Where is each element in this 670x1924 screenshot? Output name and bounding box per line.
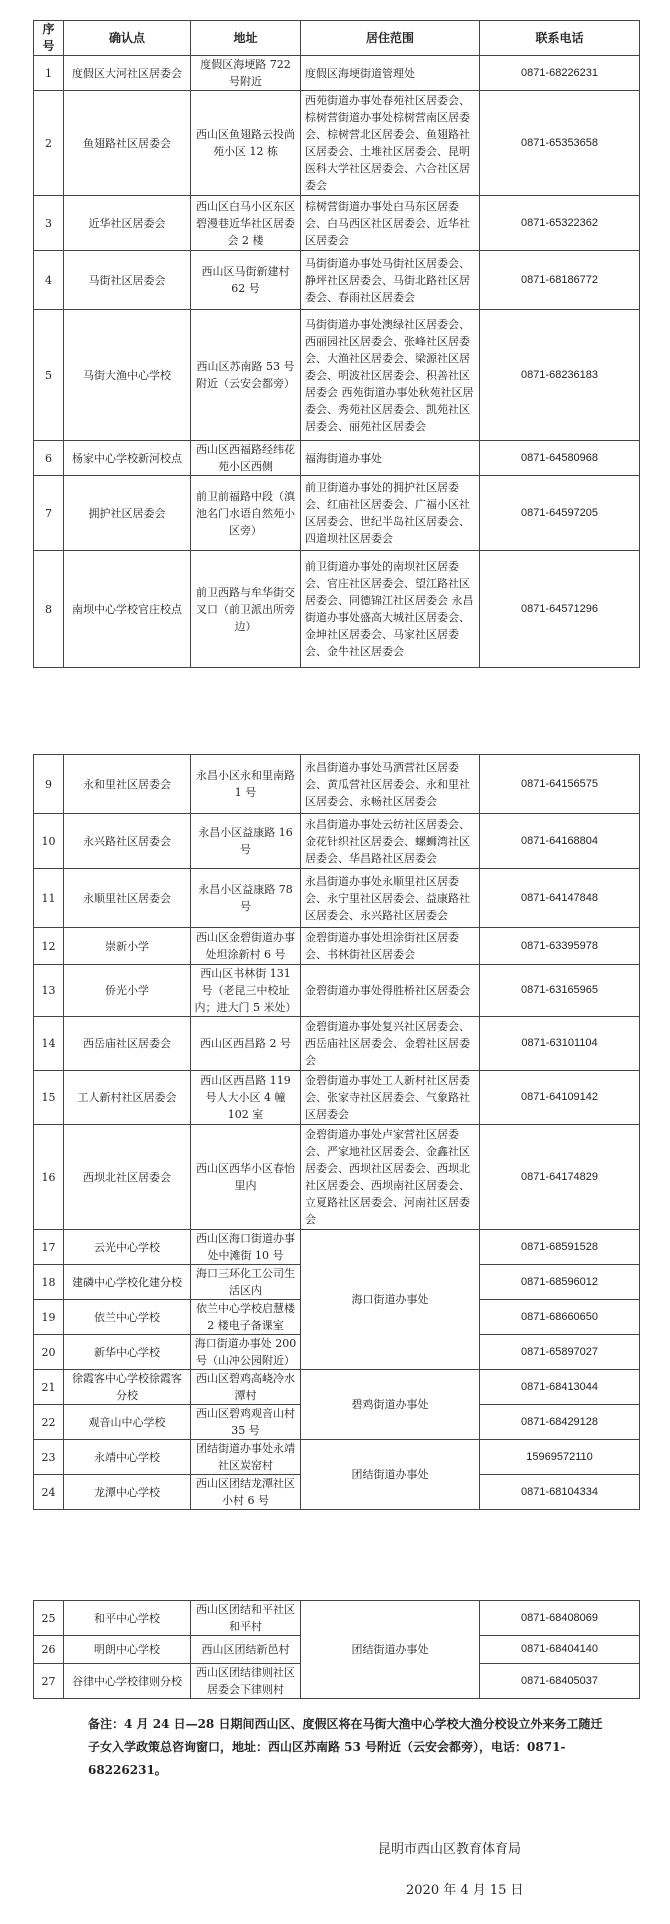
confirm-point: 度假区大河社区居委会 <box>64 56 191 91</box>
confirm-point: 龙潭中心学校 <box>64 1475 191 1510</box>
address: 永昌小区益康路 16 号 <box>191 814 301 869</box>
note: 备注：4 月 24 日—28 日期间西山区、度假区将在马街大渔中心学校大渔分校设立外来务工随迁子女入学政策总咨询窗口，地址：西山区苏南路 53 号附近（云安会都旁），电话：0871-68226231。 <box>88 1717 603 1777</box>
contact-phone: 0871-64168804 <box>480 814 640 869</box>
table-row <box>34 1071 640 1125</box>
row-number: 23 <box>34 1440 64 1475</box>
row-number: 1 <box>34 56 64 91</box>
table-part-2 <box>33 754 640 1510</box>
confirm-point: 永兴路社区居委会 <box>64 814 191 869</box>
address: 西山区海口街道办事处中滩街 10 号 <box>191 1230 301 1265</box>
table-row <box>34 551 640 668</box>
row-number: 12 <box>34 928 64 965</box>
table-body-1 <box>34 56 640 668</box>
contact-phone: 0871-64597205 <box>480 476 640 551</box>
contact-phone: 0871-65897027 <box>480 1335 640 1370</box>
residence-range: 海口街道办事处 <box>301 1230 480 1370</box>
contact-phone: 0871-64580968 <box>480 441 640 476</box>
row-number: 9 <box>34 755 64 814</box>
table-row <box>34 1370 640 1405</box>
row-number: 18 <box>34 1265 64 1300</box>
residence-range: 马街街道办事处澳绿社区居委会、西丽园社区居委会、张峰社区居委会、大渔社区居委会、梁源社区居委会、明波社区居委会、积善社区居委会 西苑街道办事处秋苑社区居委会、秀苑社区居委会、凯苑社区居委会、丽苑社区居委会 <box>301 310 480 441</box>
contact-phone: 0871-68591528 <box>480 1230 640 1265</box>
contact-phone: 0871-65322362 <box>480 196 640 251</box>
contact-phone: 0871-63165965 <box>480 965 640 1017</box>
residence-range: 碧鸡街道办事处 <box>301 1370 480 1440</box>
table-body-3 <box>34 1601 640 1699</box>
row-number: 17 <box>34 1230 64 1265</box>
contact-phone: 0871-63101104 <box>480 1017 640 1071</box>
contact-phone: 0871-68408069 <box>480 1601 640 1636</box>
residence-range: 前卫街道办事处的南坝社区居委会、官庄社区居委会、望江路社区居委会、同德锦江社区居委会 永昌街道办事处盛高大城社区居委会、金坤社区居委会、马家社区居委会、金牛社区居委会 <box>301 551 480 668</box>
contact-phone: 0871-68226231 <box>480 56 640 91</box>
residence-range: 团结街道办事处 <box>301 1440 480 1510</box>
contact-phone: 15969572110 <box>480 1440 640 1475</box>
table-row <box>34 56 640 91</box>
table-row <box>34 755 640 814</box>
table-row <box>34 310 640 441</box>
row-number: 6 <box>34 441 64 476</box>
address: 永昌小区永和里南路 1 号 <box>191 755 301 814</box>
address: 依兰中心学校启慧楼 2 楼电子备课室 <box>191 1300 301 1335</box>
row-number: 24 <box>34 1475 64 1510</box>
address: 西山区白马小区东区碧漫巷近华社区居委会 2 楼 <box>191 196 301 251</box>
table-row <box>34 196 640 251</box>
table-row <box>34 1601 640 1636</box>
confirm-point: 依兰中心学校 <box>64 1300 191 1335</box>
residence-range: 永昌街道办事处马洒营社区居委会、黄瓜营社区居委会、永和里社区居委会、永畅社区居委会 <box>301 755 480 814</box>
contact-phone: 0871-68104334 <box>480 1475 640 1510</box>
confirm-point: 建磷中心学校化建分校 <box>64 1265 191 1300</box>
row-number: 19 <box>34 1300 64 1335</box>
row-number: 7 <box>34 476 64 551</box>
confirm-point: 杨家中心学校新河校点 <box>64 441 191 476</box>
address: 西山区碧鸡高峣冷水潭村 <box>191 1370 301 1405</box>
contact-phone: 0871-64147848 <box>480 869 640 928</box>
row-number: 26 <box>34 1636 64 1664</box>
table-part-3 <box>33 1600 640 1699</box>
address: 西山区团结龙潭社区小村 6 号 <box>191 1475 301 1510</box>
confirm-point: 和平中心学校 <box>64 1601 191 1636</box>
confirm-point: 拥护社区居委会 <box>64 476 191 551</box>
residence-range: 金碧街道办事处复兴社区居委会、西岳庙社区居委会、金碧社区居委会 <box>301 1017 480 1071</box>
confirm-point: 侨光小学 <box>64 965 191 1017</box>
table-header-row <box>34 21 640 56</box>
contact-phone: 0871-63395978 <box>480 928 640 965</box>
table-row <box>34 476 640 551</box>
header-point: 确认点 <box>64 21 191 56</box>
row-number: 21 <box>34 1370 64 1405</box>
address: 西山区书林街 131 号（老昆三中校址内；进大门 5 米处） <box>191 965 301 1017</box>
confirm-point: 鱼翅路社区居委会 <box>64 91 191 196</box>
address: 西山区西昌路 119 号人大小区 4 幢 102 室 <box>191 1071 301 1125</box>
row-number: 10 <box>34 814 64 869</box>
table-row <box>34 1440 640 1475</box>
residence-range: 前卫街道办事处的拥护社区居委会、红庙社区居委会、广福小区社区居委会、世纪半岛社区居委会、四道坝社区居委会 <box>301 476 480 551</box>
contact-phone: 0871-68596012 <box>480 1265 640 1300</box>
address: 西山区团结新邑村 <box>191 1636 301 1664</box>
address: 团结街道办事处永靖社区炭窑村 <box>191 1440 301 1475</box>
contact-phone: 0871-64156575 <box>480 755 640 814</box>
header-no: 序号 <box>34 21 64 56</box>
residence-range: 永昌街道办事处永顺里社区居委会、永宁里社区居委会、益康路社区居委会、永兴路社区居委会 <box>301 869 480 928</box>
address: 西山区西昌路 2 号 <box>191 1017 301 1071</box>
contact-phone: 0871-68429128 <box>480 1405 640 1440</box>
table-row <box>34 814 640 869</box>
contact-phone: 0871-68236183 <box>480 310 640 441</box>
contact-phone: 0871-64571296 <box>480 551 640 668</box>
confirm-point: 新华中心学校 <box>64 1335 191 1370</box>
contact-phone: 0871-68186772 <box>480 251 640 310</box>
table-row <box>34 1017 640 1071</box>
confirm-point: 云光中心学校 <box>64 1230 191 1265</box>
address: 西山区苏南路 53 号附近（云安会都旁） <box>191 310 301 441</box>
confirm-point: 马街社区居委会 <box>64 251 191 310</box>
row-number: 25 <box>34 1601 64 1636</box>
confirm-point: 观音山中心学校 <box>64 1405 191 1440</box>
table-row <box>34 1125 640 1230</box>
row-number: 14 <box>34 1017 64 1071</box>
residence-range: 马街街道办事处马街社区居委会、静坪社区居委会、马街北路社区居委会、春雨社区居委会 <box>301 251 480 310</box>
address: 度假区海埂路 722 号附近 <box>191 56 301 91</box>
confirm-point: 工人新村社区居委会 <box>64 1071 191 1125</box>
confirm-point: 近华社区居委会 <box>64 196 191 251</box>
table-row <box>34 965 640 1017</box>
signature-date: 2020 年 4 月 15 日 <box>406 1883 524 1898</box>
contact-phone: 0871-68405037 <box>480 1664 640 1699</box>
contact-phone: 0871-65353658 <box>480 91 640 196</box>
residence-range: 金碧街道办事处坦涂街社区居委会、书林街社区居委会 <box>301 928 480 965</box>
contact-phone: 0871-68404140 <box>480 1636 640 1664</box>
row-number: 27 <box>34 1664 64 1699</box>
row-number: 13 <box>34 965 64 1017</box>
address: 前卫前福路中段（滇池名门水语自然苑小区旁） <box>191 476 301 551</box>
address: 西山区鱼翅路云投尚苑小区 12 栋 <box>191 91 301 196</box>
residence-range: 金碧街道办事处工人新村社区居委会、张家寺社区居委会、气象路社区居委会 <box>301 1071 480 1125</box>
contact-phone: 0871-68660650 <box>480 1300 640 1335</box>
confirm-point: 徐霞客中心学校徐霞客分校 <box>64 1370 191 1405</box>
row-number: 20 <box>34 1335 64 1370</box>
table-row <box>34 928 640 965</box>
contact-phone: 0871-64174829 <box>480 1125 640 1230</box>
table-part-1 <box>33 20 640 668</box>
confirm-point: 崇新小学 <box>64 928 191 965</box>
row-number: 22 <box>34 1405 64 1440</box>
address: 西山区团结律则社区居委会下律则村 <box>191 1664 301 1699</box>
address: 西山区碧鸡观音山村 35 号 <box>191 1405 301 1440</box>
address: 西山区金碧街道办事处坦涂新村 6 号 <box>191 928 301 965</box>
residence-range: 永昌街道办事处云纺社区居委会、金花针织社区居委会、螺蛳湾社区居委会、华昌路社区居委会 <box>301 814 480 869</box>
residence-range: 金碧街道办事处得胜桥社区居委会 <box>301 965 480 1017</box>
address: 海口街道办事处 200 号（山冲公园附近） <box>191 1335 301 1370</box>
row-number: 2 <box>34 91 64 196</box>
contact-phone: 0871-68413044 <box>480 1370 640 1405</box>
header-range: 居住范围 <box>301 21 480 56</box>
header-address: 地址 <box>191 21 301 56</box>
table-row <box>34 251 640 310</box>
row-number: 15 <box>34 1071 64 1125</box>
residence-range: 度假区海埂街道管理处 <box>301 56 480 91</box>
residence-range: 福海街道办事处 <box>301 441 480 476</box>
residence-range: 团结街道办事处 <box>301 1601 480 1699</box>
address: 永昌小区益康路 78 号 <box>191 869 301 928</box>
row-number: 4 <box>34 251 64 310</box>
residence-range: 金碧街道办事处卢家营社区居委会、严家地社区居委会、金鑫社区居委会、西坝社区居委会、西坝北社区居委会、西坝南社区居委会、立夏路社区居委会、河南社区居委会 <box>301 1125 480 1230</box>
confirm-point: 永靖中心学校 <box>64 1440 191 1475</box>
address: 西山区西华小区春怡里内 <box>191 1125 301 1230</box>
confirm-point: 马街大渔中心学校 <box>64 310 191 441</box>
confirm-point: 永和里社区居委会 <box>64 755 191 814</box>
address: 海口三环化工公司生活区内 <box>191 1265 301 1300</box>
address: 西山区马街新建村 62 号 <box>191 251 301 310</box>
contact-phone: 0871-64109142 <box>480 1071 640 1125</box>
table-row <box>34 91 640 196</box>
confirm-point: 谷律中心学校律则分校 <box>64 1664 191 1699</box>
row-number: 3 <box>34 196 64 251</box>
table-body-2 <box>34 755 640 1510</box>
table-row <box>34 869 640 928</box>
row-number: 5 <box>34 310 64 441</box>
table-row <box>34 1230 640 1265</box>
address: 西山区团结和平社区和平村 <box>191 1601 301 1636</box>
header-phone: 联系电话 <box>480 21 640 56</box>
residence-range: 西苑街道办事处春苑社区居委会、棕树营街道办事处棕树营南区居委会、棕树营北区居委会、鱼翅路社区居委会、土堆社区居委会、昆明医科大学社区居委会、六合社区居委会 <box>301 91 480 196</box>
confirm-point: 西岳庙社区居委会 <box>64 1017 191 1071</box>
confirm-point: 明朗中心学校 <box>64 1636 191 1664</box>
address: 前卫西路与牟华街交叉口（前卫派出所旁边） <box>191 551 301 668</box>
table-row <box>34 441 640 476</box>
address: 西山区西福路经纬花苑小区西侧 <box>191 441 301 476</box>
row-number: 8 <box>34 551 64 668</box>
confirm-point: 西坝北社区居委会 <box>64 1125 191 1230</box>
residence-range: 棕树营街道办事处白马东区居委会、白马西区社区居委会、近华社区居委会 <box>301 196 480 251</box>
confirm-point: 南坝中心学校官庄校点 <box>64 551 191 668</box>
row-number: 16 <box>34 1125 64 1230</box>
confirm-point: 永顺里社区居委会 <box>64 869 191 928</box>
row-number: 11 <box>34 869 64 928</box>
signature-org: 昆明市西山区教育体育局 <box>378 1842 522 1857</box>
